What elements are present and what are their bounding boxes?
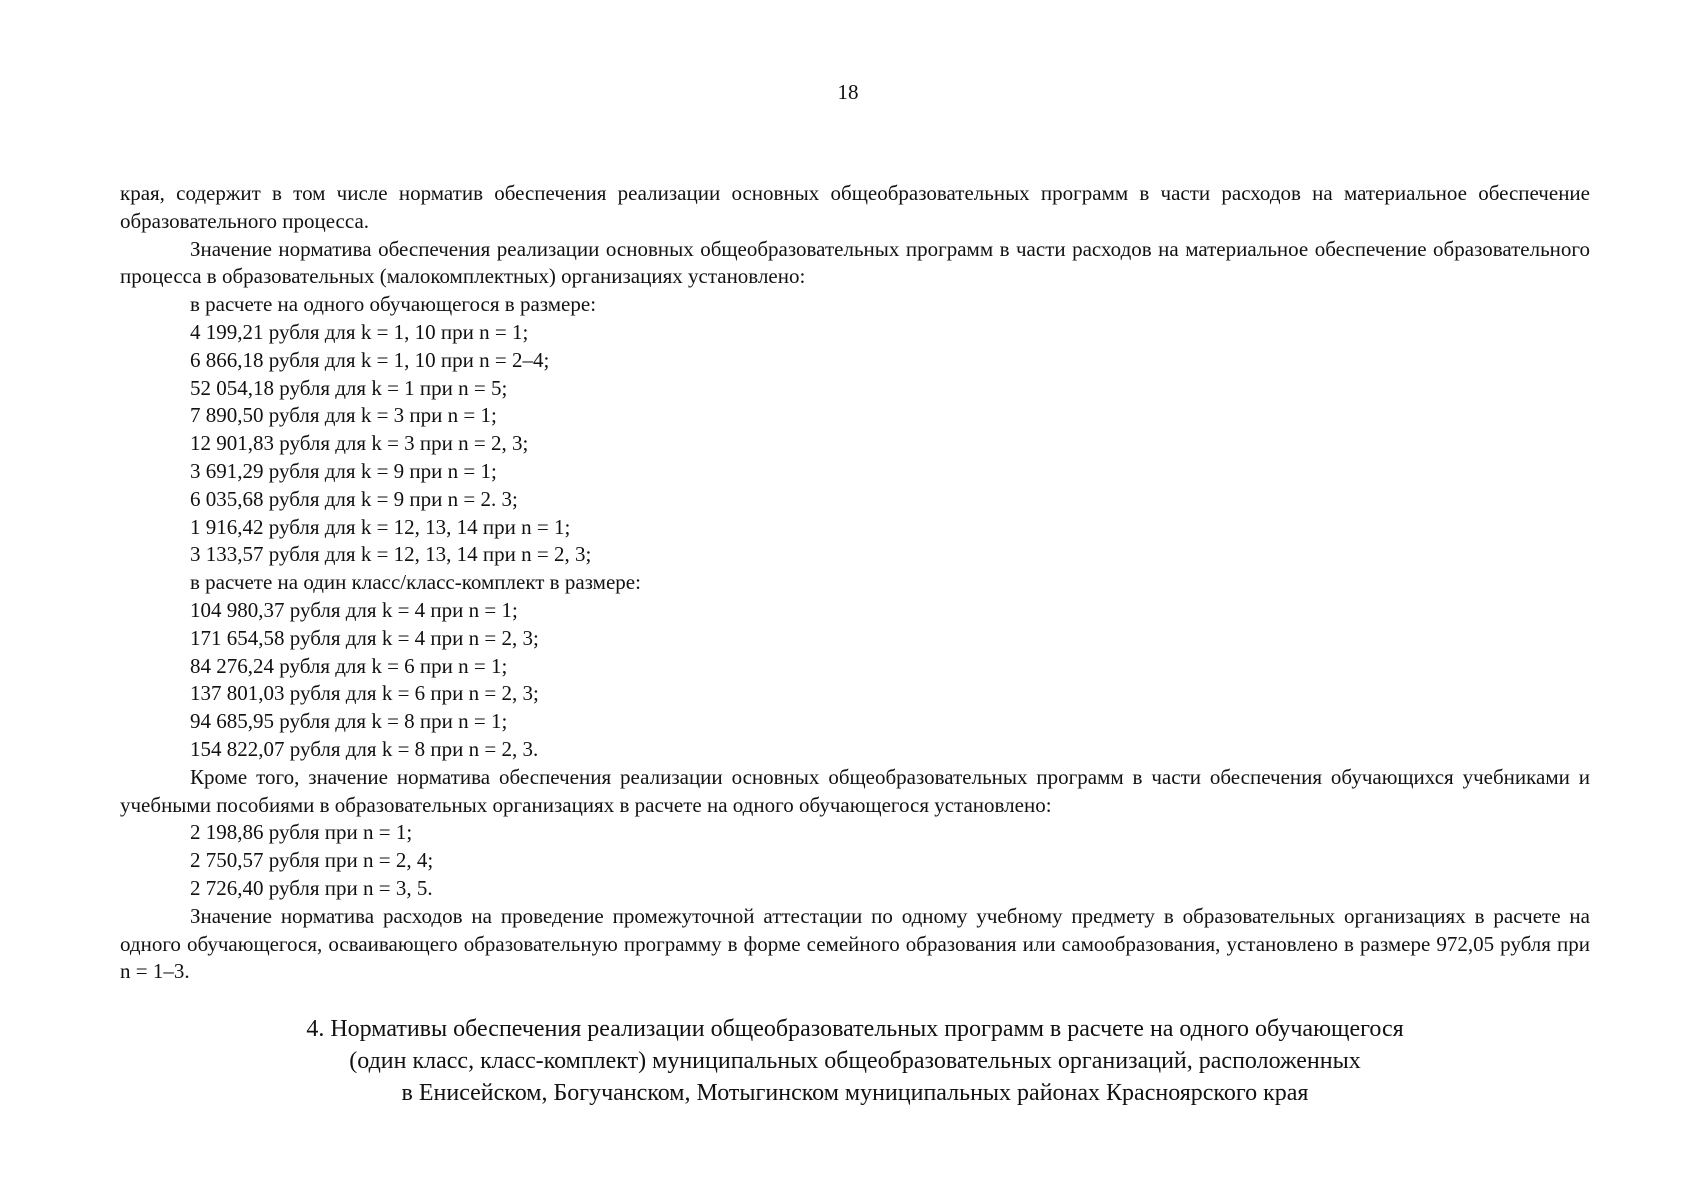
section-heading bbox=[120, 1013, 1590, 1109]
list-item: 6 866,18 рубля для k = 1, 10 при n = 2–4; bbox=[190, 347, 550, 372]
list-item: 4 199,21 рубля для k = 1, 10 при n = 1; bbox=[190, 319, 529, 344]
page-number: 18 bbox=[837, 80, 859, 104]
list-item: 7 890,50 рубля для k = 3 при n = 1; bbox=[190, 403, 497, 428]
section-heading-line: в Енисейском, Богучанском, Мотыгинском муниципальных районах Красноярского края bbox=[401, 1080, 1309, 1106]
list-item: 171 654,58 рубля для k = 4 при n = 2, 3; bbox=[190, 625, 539, 650]
list-item: 12 901,83 рубля для k = 3 при n = 2, 3; bbox=[190, 431, 529, 456]
list-item: 2 726,40 рубля при n = 3, 5. bbox=[190, 875, 433, 900]
list-item: 84 276,24 рубля для k = 6 при n = 1; bbox=[190, 653, 508, 678]
attestation-paragraph: Значение норматива расходов на проведение промежуточной аттестации по одному учебному предмету в образовательных организациях в расчете на одного обучающегося, осваивающего образовательную программу в форме семейного образования или самообразования, установлено в размере 972,05 рубля при n = 1–3. bbox=[120, 903, 1590, 984]
section-heading-line: 4. Нормативы обеспечения реализации общеобразовательных программ в расчете на одного обучающегося bbox=[306, 1016, 1404, 1042]
list-item: 3 133,57 рубля для k = 12, 13, 14 при n = 2, 3; bbox=[190, 542, 592, 567]
section-heading-line: (один класс, класс-комплект) муниципальных общеобразовательных организаций, расположенных bbox=[349, 1048, 1361, 1074]
list-item: 52 054,18 рубля для k = 1 при n = 5; bbox=[190, 375, 508, 400]
per-student-header: в расчете на одного обучающегося в размере: bbox=[190, 292, 597, 317]
list-item: 104 980,37 рубля для k = 4 при n = 1; bbox=[190, 597, 518, 622]
document-body bbox=[120, 180, 1590, 986]
per-class-header: в расчете на один класс/класс-комплект в размере: bbox=[190, 570, 641, 595]
intro-paragraph: края, содержит в том числе норматив обеспечения реализации основных общеобразовательных программ в части расходов на материальное обеспечение образовательного процесса. bbox=[120, 181, 1590, 233]
list-item: 154 822,07 рубля для k = 8 при n = 2, 3. bbox=[190, 736, 539, 761]
list-item: 137 801,03 рубля для k = 6 при n = 2, 3; bbox=[190, 681, 539, 706]
textbook-paragraph: Кроме того, значение норматива обеспечения реализации основных общеобразовательных программ в части обеспечения обучающихся учебниками и учебными пособиями в образовательных организациях в расчете на одного обучающегося установлено: bbox=[120, 764, 1590, 817]
list-item: 2 198,86 рубля при n = 1; bbox=[190, 820, 413, 845]
list-item: 3 691,29 рубля для k = 9 при n = 1; bbox=[190, 458, 497, 483]
value-paragraph: Значение норматива обеспечения реализации основных общеобразовательных программ в части расходов на материальное обеспечение образовательного процесса в образовательных (малокомплектных) организациях установлено: bbox=[120, 236, 1590, 289]
list-item: 6 035,68 рубля для k = 9 при n = 2. 3; bbox=[190, 486, 518, 511]
list-item: 94 685,95 рубля для k = 8 при n = 1; bbox=[190, 709, 508, 734]
list-item: 1 916,42 рубля для k = 12, 13, 14 при n = 1; bbox=[190, 514, 571, 539]
list-item: 2 750,57 рубля при n = 2, 4; bbox=[190, 848, 434, 873]
